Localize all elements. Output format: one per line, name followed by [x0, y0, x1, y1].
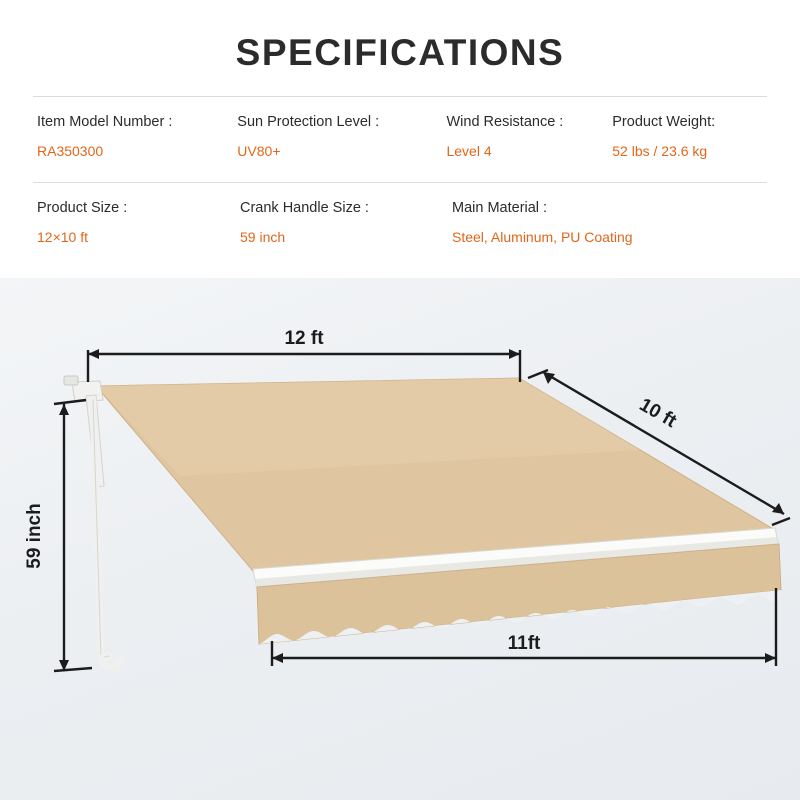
spec-label: Sun Protection Level : — [237, 114, 380, 130]
spec-value: 12×10 ft — [37, 228, 88, 245]
divider-top — [33, 96, 767, 97]
extension-line-projection-bottom — [772, 518, 790, 525]
spec-label: Wind Resistance : — [446, 114, 564, 130]
spec-item-product-weight — [612, 113, 780, 160]
page-title: SPECIFICATIONS — [235, 32, 565, 73]
spec-value: Level 4 — [446, 142, 492, 159]
dimension-label-width: 12 ft — [284, 328, 324, 349]
awning-wall-bracket — [64, 376, 78, 385]
spec-item-product-size — [37, 199, 240, 246]
spec-label: Product Weight: — [612, 114, 716, 130]
spec-value: RA350300 — [37, 142, 104, 159]
spec-item-model-number — [37, 113, 237, 160]
crank-handle-rod — [93, 400, 109, 658]
spec-item-wind-resistance — [446, 113, 612, 160]
spec-label: Item Model Number : — [37, 114, 173, 130]
arrow-right-valance — [765, 653, 776, 663]
spec-label: Crank Handle Size : — [240, 200, 369, 216]
awning-diagram — [0, 278, 800, 800]
spec-value: 52 lbs / 23.6 kg — [612, 142, 708, 159]
spec-item-sun-protection — [237, 113, 446, 160]
dimension-label-valance: 11ft — [507, 633, 541, 654]
specifications-card — [0, 0, 800, 278]
arrow-right-width — [509, 349, 520, 359]
arrow-top-height — [59, 404, 69, 415]
arrow-left-valance — [272, 653, 283, 663]
extension-line-height-bottom — [54, 668, 92, 671]
spec-item-main-material — [452, 199, 633, 246]
crank-handle-hook — [101, 658, 122, 667]
arrow-left-width — [88, 349, 99, 359]
spec-item-crank-handle-size — [240, 199, 452, 246]
spec-row — [0, 199, 800, 246]
dimension-label-projection: 10 ft — [635, 394, 680, 433]
divider-middle — [33, 182, 767, 183]
product-illustration — [0, 278, 800, 800]
spec-value: 59 inch — [240, 228, 286, 245]
spec-value: UV80+ — [237, 142, 281, 159]
spec-row — [0, 113, 800, 160]
spec-label: Main Material : — [452, 200, 548, 216]
spec-label: Product Size : — [37, 200, 128, 216]
spec-value: Steel, Aluminum, PU Coating — [452, 228, 633, 245]
dimension-label-height: 59 inch — [24, 503, 45, 569]
